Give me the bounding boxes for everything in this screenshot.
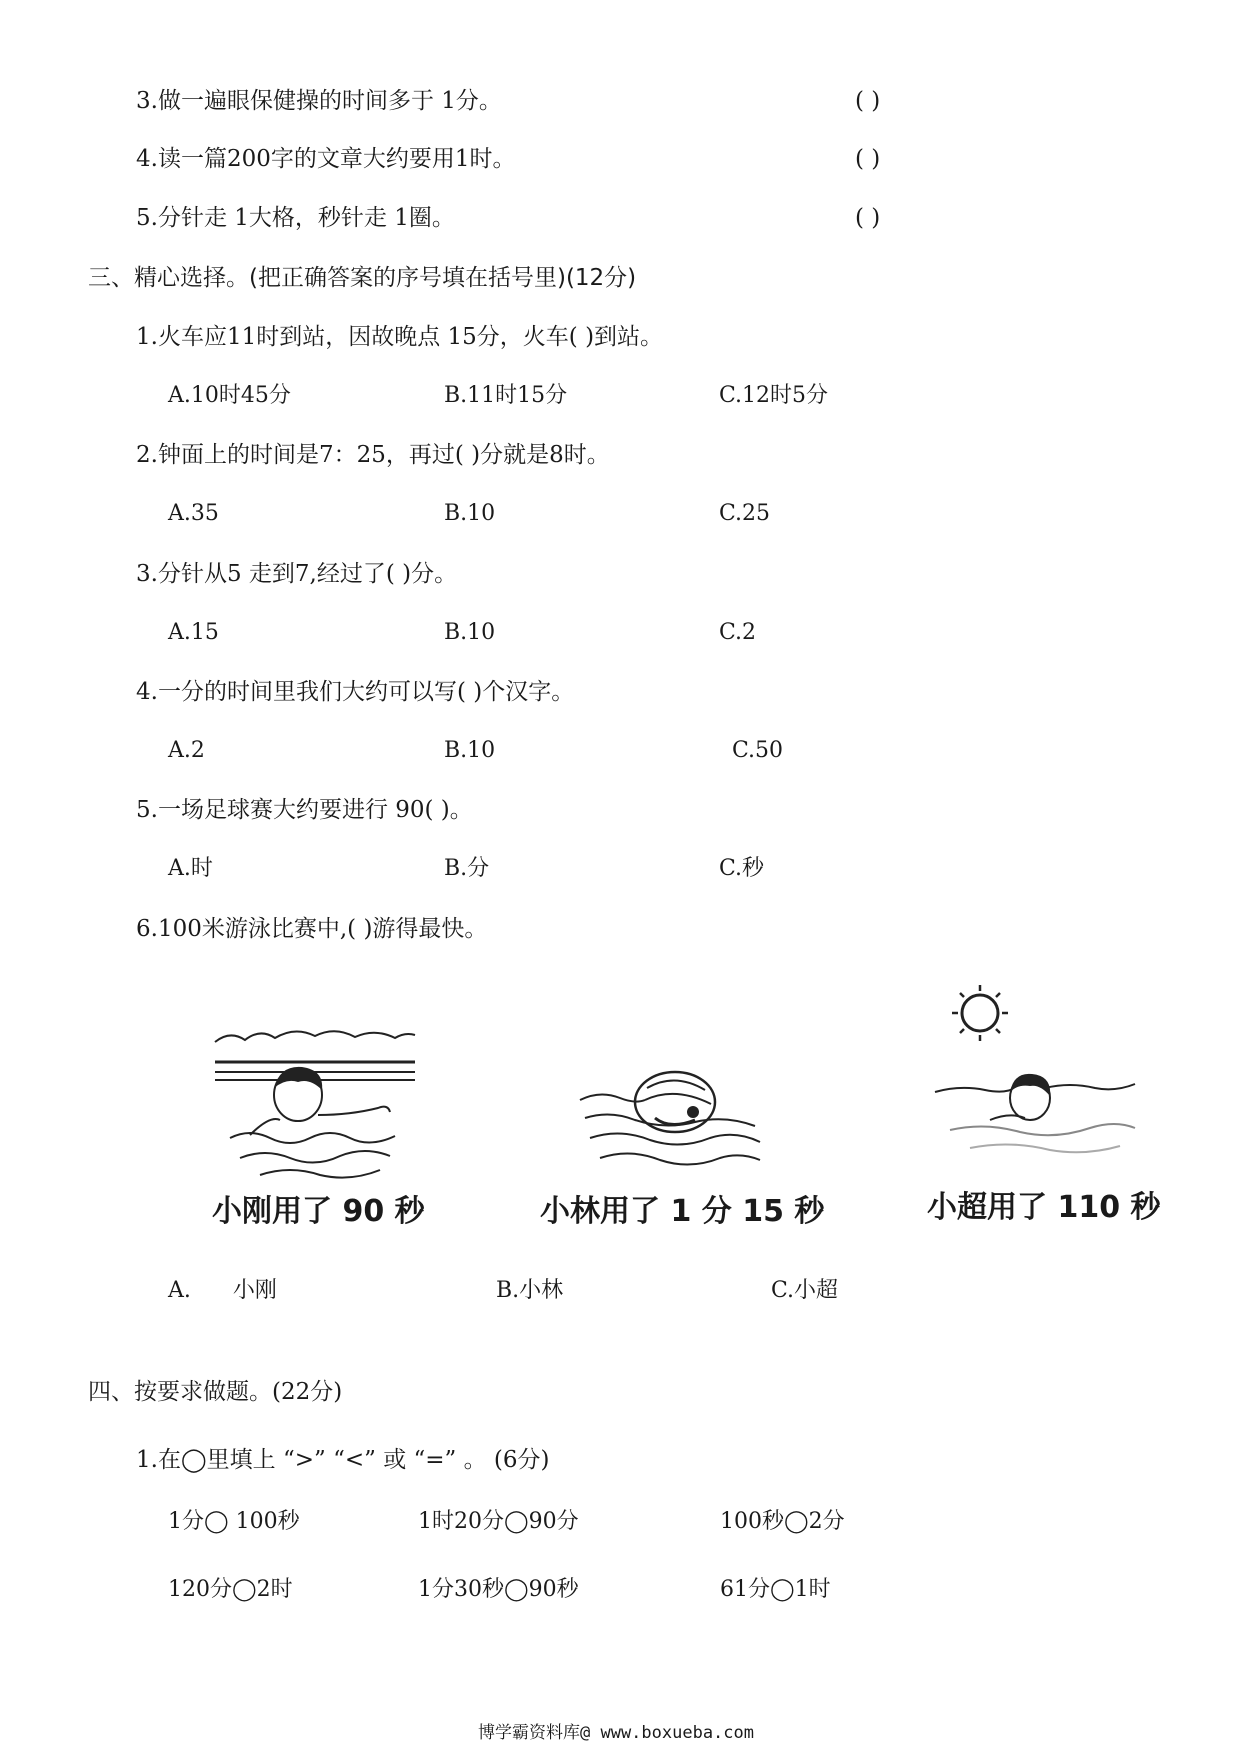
sun-icon: [952, 985, 1008, 1041]
caption-xiaochao: 小超用了 110 秒: [927, 1190, 1161, 1225]
compare-item: 61分◯1时: [720, 1577, 831, 1602]
option-a: A.35: [168, 501, 219, 526]
judge-item-3: 3.做一遍眼保健操的时间多于 1分。: [136, 88, 502, 114]
option-c: C.2: [719, 620, 757, 645]
swimmer-sun-illustration: [930, 980, 1140, 1170]
option-c: C.12时5分: [719, 383, 829, 408]
caption-xiaogang: 小刚用了 90 秒: [212, 1194, 425, 1229]
swimmer-pool-illustration: [210, 1020, 420, 1180]
option-a: A.时: [168, 856, 213, 881]
option-b: B.分: [444, 856, 490, 881]
option-b: B.11时15分: [444, 383, 568, 408]
option-b: B.10: [444, 501, 496, 526]
compare-item: 1分30秒◯90秒: [418, 1577, 579, 1602]
question-6: 6.100米游泳比赛中,( )游得最快。: [136, 916, 488, 942]
option-a: A.2: [168, 738, 205, 763]
option-a: A.15: [168, 620, 219, 645]
question-1: 1.火车应11时到站，因故晚点 15分，火车( )到站。: [136, 324, 664, 350]
judge-item-5: 5.分针走 1大格，秒针走 1圈。: [136, 205, 455, 231]
option-a: A. 小刚: [168, 1278, 277, 1303]
section-4-title: 四、按要求做题。(22分): [88, 1379, 343, 1405]
option-b: B.10: [444, 738, 496, 763]
answer-paren[interactable]: ( ): [855, 146, 881, 172]
question-4: 4.一分的时间里我们大约可以写( )个汉字。: [136, 679, 575, 705]
judge-item-4: 4.读一篇200字的文章大约要用1时。: [136, 146, 516, 172]
swimmer-cap-illustration: [575, 1060, 765, 1175]
compare-item: 1时20分◯90分: [418, 1509, 579, 1534]
answer-paren[interactable]: ( ): [855, 88, 881, 114]
question-2: 2.钟面上的时间是7：25，再过( )分就是8时。: [136, 442, 610, 468]
section-3-title: 三、精心选择。(把正确答案的序号填在括号里)(12分): [88, 265, 637, 291]
option-c: C.小超: [771, 1278, 839, 1303]
option-b: B.10: [444, 620, 496, 645]
caption-xiaolin: 小林用了 1 分 15 秒: [540, 1194, 825, 1229]
option-a: A.10时45分: [168, 383, 291, 408]
compare-item: 1分◯ 100秒: [168, 1509, 300, 1534]
question-5: 5.一场足球赛大约要进行 90( )。: [136, 797, 473, 823]
option-c: C.50: [732, 738, 784, 763]
option-c: C.25: [719, 501, 771, 526]
footer-watermark: 博学霸资料库@ www.boxueba.com: [478, 1723, 754, 1743]
option-c: C.秒: [719, 856, 765, 881]
section-4-sub1: 1.在◯里填上 “>” “<” 或 “=” 。 (6分): [136, 1447, 550, 1473]
compare-item: 100秒◯2分: [720, 1509, 845, 1534]
question-3: 3.分针从5 走到7,经过了( )分。: [136, 561, 458, 587]
answer-paren[interactable]: ( ): [855, 205, 881, 231]
option-b: B.小林: [496, 1278, 564, 1303]
compare-item: 120分◯2时: [168, 1577, 293, 1602]
